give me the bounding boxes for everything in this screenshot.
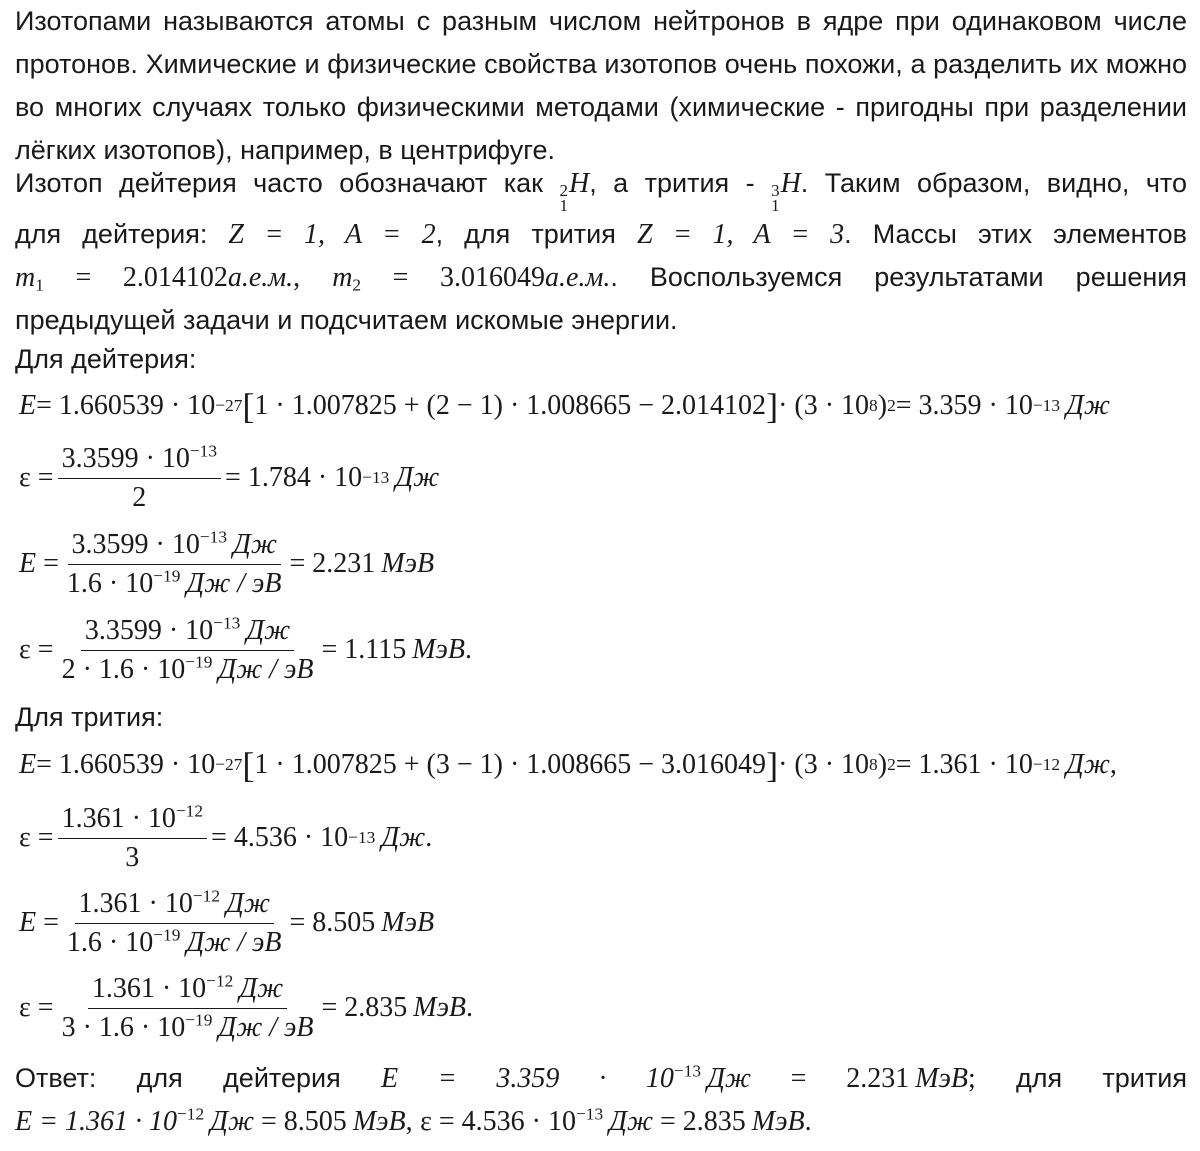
numerator — [88, 970, 287, 1009]
eq3-value: ε = 4.536 · 10 — [420, 1106, 576, 1137]
deuterium-za: Z = 1, A = 2 — [228, 219, 436, 250]
text-isotope-deuterium: Изотоп дейтерия часто обозначают как — [15, 168, 543, 198]
num-unit: Дж — [239, 972, 284, 1004]
numerator — [81, 612, 294, 651]
eq2-unit: Дж — [210, 1106, 255, 1137]
fraction — [58, 800, 207, 873]
m1-symbol: m — [15, 262, 36, 293]
intro-paragraph — [15, 0, 1187, 172]
den-unit: Дж / эВ — [218, 653, 314, 685]
eq3-exp: −13 — [575, 1104, 604, 1124]
mass-1 — [15, 262, 300, 293]
isotope-line-4 — [15, 299, 1187, 342]
text-previous-task: предыдущей задачи и подсчитаем искомые энергии. — [15, 305, 678, 335]
intro-text: Изотопами называются атомы с разным числом нейтронов в ядре при одинаковом числе протонов. Химические и физические свойства изотопов очень похожи, а разделить их можно во многих случаях только физическими методами (химические - пригодны при разделении лёгких изотопов), например, в центрифуге. — [15, 6, 1187, 165]
num-value: 1.361 · 10 — [78, 887, 193, 919]
numerator — [58, 440, 221, 479]
close-paren: ) — [877, 749, 888, 780]
answer-tritium-eq — [15, 1106, 413, 1137]
eq3-mev: = 2.835 — [653, 1106, 746, 1137]
result-unit: Дж — [1066, 390, 1110, 421]
denominator — [63, 924, 286, 958]
result-value: = 2.231 — [289, 548, 376, 579]
tritium-letter: H — [780, 168, 801, 199]
eps-lhs: ε = — [19, 992, 54, 1023]
E-lhs: E = — [19, 907, 59, 938]
tritium-symbol — [771, 168, 801, 215]
eq-prefix: = 1.660539 · 10 — [36, 749, 216, 780]
eq3-end: . — [804, 1106, 812, 1137]
m1-unit: а.е.м. — [227, 262, 294, 293]
tritium-charge-number: 1 — [771, 196, 780, 215]
eq1-exp: −13 — [673, 1061, 702, 1081]
answer-deuterium-eq — [381, 1063, 976, 1094]
answer-tritium: трития — [1102, 1063, 1187, 1093]
eps-lhs: ε = — [19, 462, 54, 493]
speed-term: · (3 · 10 — [778, 749, 870, 780]
result-unit: МэВ — [381, 907, 435, 938]
num-value: 3.3599 · 10 — [71, 528, 200, 560]
numerator — [68, 526, 281, 565]
answer-for: для — [136, 1063, 183, 1093]
den-value: 2 · 1.6 · 10 — [61, 653, 186, 685]
num-unit: Дж — [246, 614, 291, 646]
mass-2 — [332, 262, 610, 293]
result-value: = 1.115 — [321, 634, 407, 665]
tritium-mass-number: 3 — [771, 181, 780, 200]
period: . — [465, 634, 473, 665]
result-unit: Дж — [395, 462, 440, 493]
num-exp: −13 — [199, 526, 227, 546]
E-symbol: E — [19, 390, 37, 421]
speed-term: · (3 · 10 — [778, 390, 870, 421]
result-unit: МэВ — [413, 992, 467, 1023]
fraction — [63, 885, 286, 958]
text-for-tritium: , для трития — [435, 219, 616, 249]
eq1-value: E = 3.359 · 10 — [380, 1063, 674, 1094]
den-value: 1.6 · 10 — [66, 926, 154, 958]
answer-line-1 — [15, 1057, 1187, 1100]
result-value: = 1.784 · 10 — [225, 462, 363, 493]
eq3-unit: Дж — [609, 1106, 653, 1137]
num-value: 1.361 · 10 — [61, 802, 176, 834]
numerator — [75, 885, 274, 924]
text-use-results: . Воспользуемся результатами решения — [610, 262, 1187, 292]
eq1-unit: Дж — [707, 1063, 751, 1094]
den-unit: Дж / эВ — [218, 1011, 314, 1043]
num-value: 1.361 · 10 — [91, 972, 207, 1004]
num-exp: −12 — [175, 800, 204, 820]
eq1-mev: = 2.231 — [750, 1063, 910, 1094]
answer-deuterium: дейтерия — [223, 1063, 341, 1093]
eq2-end: , — [405, 1106, 413, 1137]
comma: , — [1109, 749, 1117, 780]
result-value: = 4.536 · 10 — [211, 822, 349, 853]
den-exp: −19 — [185, 1009, 213, 1029]
den-value: 1.6 · 10 — [66, 567, 154, 599]
den-value: 3 · 1.6 · 10 — [61, 1011, 186, 1043]
text-and-tritium: , а трития - — [589, 168, 755, 198]
denominator: 3 — [125, 841, 140, 873]
E-symbol: E — [19, 749, 37, 780]
m1-comma: , — [293, 262, 301, 293]
eps-lhs: ε = — [19, 822, 54, 853]
deuterium-symbol — [559, 168, 590, 215]
fraction — [63, 526, 286, 599]
result-unit: Дж — [381, 822, 426, 853]
den-exp: −19 — [153, 924, 181, 944]
num-exp: −12 — [206, 970, 234, 990]
denominator — [58, 1009, 318, 1043]
result-unit: МэВ — [412, 634, 466, 665]
answer-for-2: для — [1016, 1063, 1063, 1093]
num-unit: Дж — [233, 528, 277, 560]
isotope-line-1 — [15, 162, 1187, 213]
deuterium-energy-equation: E = 1.660539 · 10 −27 [ 1 · 1.007825 + (2 − 1) · 1.008665 − 2.014102 ] · (3 · 10 8 ) 2 = 3.359 · 10 −13 Дж — [19, 386, 1110, 426]
answer-tritium-eps — [420, 1106, 811, 1137]
result-value: = 3.359 · 10 — [895, 390, 1033, 421]
answer-line-2 — [15, 1100, 1187, 1143]
result-value: = 2.835 — [321, 992, 408, 1023]
close-paren: ) — [877, 390, 888, 421]
denominator — [63, 565, 286, 599]
tritium-za: Z = 1, A = 3 — [636, 219, 845, 250]
eq2-unit2: МэВ — [352, 1106, 406, 1137]
deuterium-letter: H — [568, 168, 590, 199]
deuterium-eps1-equation: ε = $\frac{3.3599 \cdot 10^{-13}}{2}$ = 1.784 · 10 −13 Дж — [19, 440, 440, 513]
fraction — [58, 440, 221, 513]
m2-symbol: m — [332, 262, 353, 293]
answer-block — [15, 1057, 1187, 1143]
eq1-unit2: МэВ — [915, 1063, 968, 1094]
den-exp: −19 — [185, 651, 213, 671]
isotope-line-3 — [15, 256, 1187, 299]
result-value: = 1.361 · 10 — [895, 749, 1033, 780]
den-exp: −19 — [153, 565, 181, 585]
den-unit: Дж / эВ — [186, 926, 282, 958]
tritium-eps2-equation — [19, 970, 473, 1046]
eq2-exp: −12 — [177, 1104, 205, 1124]
bracket-body: 1 · 1.007825 + (3 − 1) · 1.008665 − 3.016049 — [254, 749, 767, 780]
text-thus-seen: . Таким образом, видно, что — [800, 168, 1187, 198]
isotope-line-2 — [15, 213, 1187, 256]
result-unit: Дж — [1066, 749, 1110, 780]
tritium-label: Для трития: — [15, 702, 164, 732]
m2-subscript: 2 — [352, 275, 362, 295]
numerator — [58, 800, 207, 839]
deuterium-label: Для дейтерия: — [15, 344, 197, 374]
m2-unit: а.е.м. — [545, 262, 611, 293]
period: . — [425, 822, 433, 853]
tritium-energy-equation: E = 1.660539 · 10 −27 [ 1 · 1.007825 + (3 − 1) · 1.008665 − 3.016049 ] · (3 · 10 8 ) 2 = 1.361 · 10 −12 Дж , — [19, 745, 1117, 785]
deuterium-mass-number: 2 — [559, 181, 568, 200]
tritium-eps1-equation: ε = $\frac{1.361 \cdot 10^{-12}}{3}$ = 4.536 · 10 −13 Дж . — [19, 800, 433, 873]
deuterium-eps2-equation — [19, 612, 472, 688]
eps-lhs: ε = — [19, 634, 54, 665]
num-exp: −13 — [213, 612, 241, 632]
deuterium-E2-equation — [19, 526, 434, 602]
num-exp: −13 — [189, 440, 218, 460]
m1-value: = 2.014102 — [43, 262, 228, 293]
result-unit: МэВ — [381, 548, 435, 579]
fraction — [58, 612, 318, 685]
eq2-value: E = 1.361 · 10 — [15, 1106, 177, 1137]
fraction — [58, 970, 318, 1043]
eq1-end: ; — [968, 1063, 976, 1094]
eq-prefix: = 1.660539 · 10 — [36, 390, 216, 421]
m1-subscript: 1 — [35, 275, 44, 295]
text-for-deuterium: для дейтерия: — [15, 219, 208, 249]
bracket-body: 1 · 1.007825 + (2 − 1) · 1.008665 − 2.014102 — [254, 390, 767, 421]
num-value: 3.3599 · 10 — [61, 442, 190, 474]
eq2-mev: = 8.505 — [254, 1106, 347, 1137]
tritium-E2-equation — [19, 885, 434, 961]
answer-label: Ответ: — [15, 1063, 97, 1093]
num-unit: Дж — [226, 887, 270, 919]
isotope-paragraph — [15, 162, 1187, 342]
period: . — [466, 992, 474, 1023]
E-lhs: E = — [19, 548, 59, 579]
denominator — [58, 651, 318, 685]
denominator: 2 — [132, 481, 147, 513]
num-exp: −12 — [192, 885, 220, 905]
m2-value: = 3.016049 — [361, 262, 546, 293]
result-value: = 8.505 — [289, 907, 376, 938]
text-masses: . Массы этих элементов — [844, 219, 1188, 249]
den-unit: Дж / эВ — [186, 567, 282, 599]
eq3-unit2: МэВ — [751, 1106, 805, 1137]
num-value: 3.3599 · 10 — [84, 614, 214, 646]
deuterium-charge-number: 1 — [559, 196, 568, 215]
